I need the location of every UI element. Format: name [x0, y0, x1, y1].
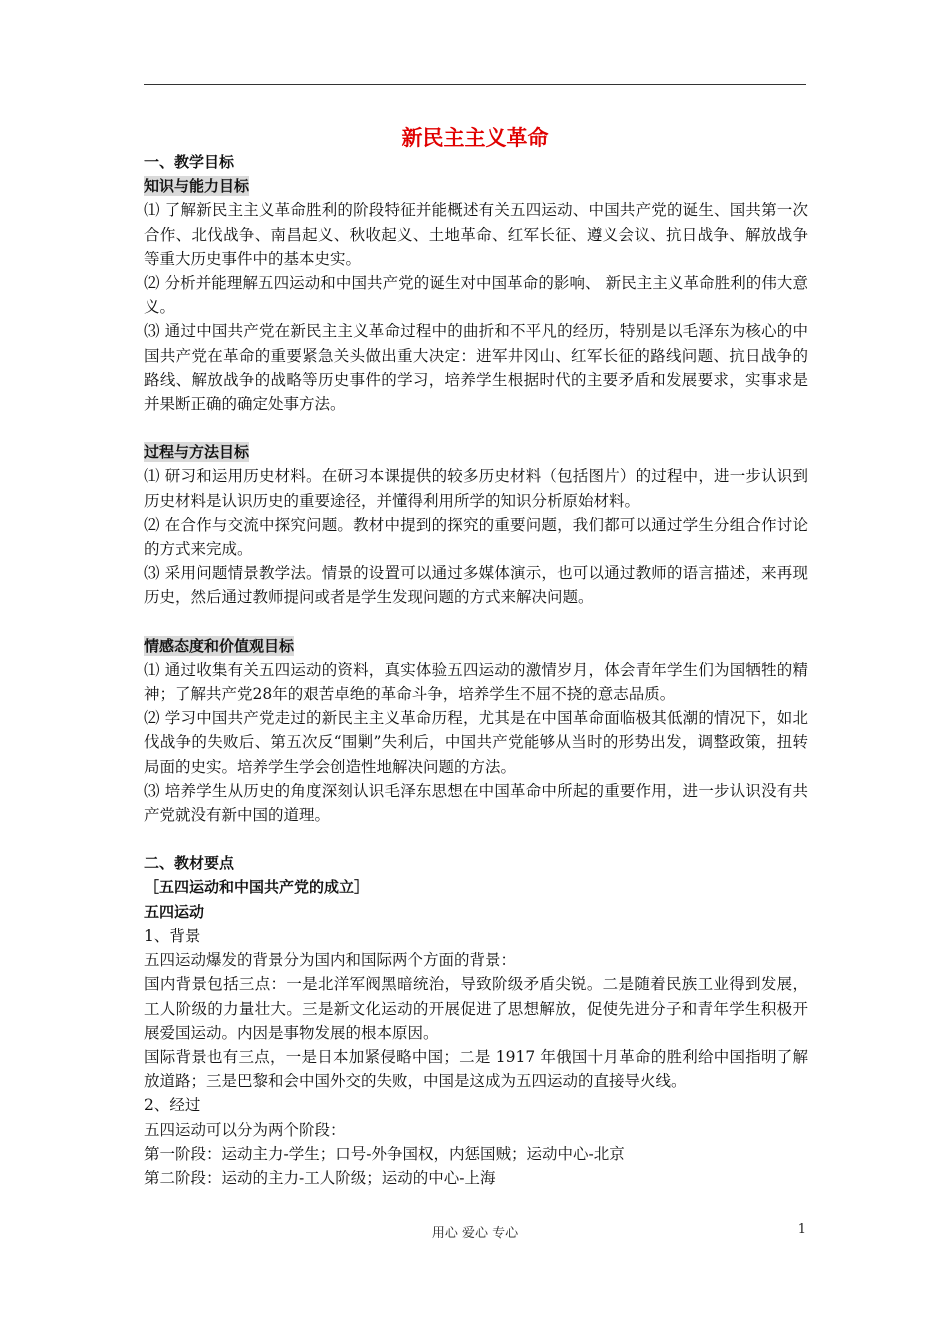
- document-body: [144, 150, 808, 1190]
- paragraph: ⑶ 通过中国共产党在新民主主义革命过程中的曲折和不平凡的经历，特别是以毛泽东为核心的中国共产党在革命的重要紧急关头做出重大决定：进军井冈山、红军长征的路线问题、抗日战争的路线、解放战争的战略等历史事件的学习，培养学生根据时代的主要矛盾和发展要求，实事求是并果断正确的确定处事方法。: [144, 322, 808, 414]
- section-heading-key-points: 二、教材要点: [144, 854, 235, 873]
- paragraph: 国内背景包括三点：一是北洋军阀黑暗统治，导致阶级矛盾尖锐。二是随着民族工业得到发展，工人阶级的力量壮大。三是新文化运动的开展促进了思想解放，促使先进分子和青年学生积极开展爱国运动。内因是事物发展的根本原因。: [144, 975, 808, 1042]
- paragraph: ⑵ 学习中国共产党走过的新民主主义革命历程，尤其是在中国革命面临极其低潮的情况下，如北伐战争的失败后、第五次反“围剿”失利后，中国共产党能够从当时的形势出发，调整政策，扭转局面的史实。培养学生学会创造性地解决问题的方法。: [144, 709, 808, 776]
- paragraph: 国际背景也有三点，一是日本加紧侵略中国；二是 1917 年俄国十月革命的胜利给中国指明了解放道路；三是巴黎和会中国外交的失败，中国是这成为五四运动的直接导火线。: [144, 1047, 808, 1091]
- list-label-course: 2、经过: [144, 1096, 201, 1115]
- paragraph: ⑴ 通过收集有关五四运动的资料，真实体验五四运动的激情岁月，体会青年学生们为国牺牲的精神；了解共产党28年的艰苦卓绝的革命斗争，培养学生不屈不挠的意志品质。: [144, 660, 808, 704]
- subheading-emotion: 情感态度和价值观目标: [144, 636, 295, 655]
- page-number: 1: [797, 1222, 806, 1237]
- paragraph: ⑵ 分析并能理解五四运动和中国共产党的诞生对中国革命的影响、 新民主主义革命胜利的伟大意义。: [144, 274, 808, 317]
- document-title: 新民主主义革命: [401, 126, 549, 150]
- header-rule: [144, 84, 806, 85]
- paragraph: 五四运动可以分为两个阶段：: [144, 1120, 346, 1139]
- subheading-process: 过程与方法目标: [144, 443, 250, 462]
- paragraph: ⑴ 了解新民主主义革命胜利的阶段特征并能概述有关五四运动、中国共产党的诞生、国共第一次合作、北伐战争、南昌起义、秋收起义、土地革命、红军长征、遵义会议、抗日战争、解放战争等重大历史事件中的基本史实。: [144, 201, 808, 268]
- section-heading-teaching-goals: 一、教学目标: [144, 153, 235, 171]
- list-label-background: 1、背景: [144, 926, 201, 945]
- paragraph: ⑶ 培养学生从历史的角度深刻认识毛泽东思想在中国革命中所起的重要作用，进一步认识没有共产党就没有新中国的道理。: [144, 781, 808, 825]
- paragraph: ⑴ 研习和运用历史材料。在研习本课提供的较多历史材料（包括图片）的过程中，进一步认识到历史材料是认识历史的重要途径，并懂得利用所学的知识分析原始材料。: [144, 467, 808, 510]
- paragraph: 第一阶段：运动主力-学生；口号-外争国权，内惩国贼；运动中心-北京: [144, 1144, 625, 1163]
- subheading-knowledge: 知识与能力目标: [144, 177, 250, 196]
- footer-text: 用心 爱心 专心: [431, 1226, 519, 1241]
- paragraph: ⑵ 在合作与交流中探究问题。教材中提到的探究的重要问题，我们都可以通过学生分组合作讨论的方式来完成。: [144, 515, 808, 559]
- paragraph: ⑶ 采用问题情景教学法。情景的设置可以通过多媒体演示，也可以通过教师的语言描述，来再现历史，然后通过教师提问或者是学生发现问题的方式来解决问题。: [144, 564, 808, 607]
- paragraph: 五四运动爆发的背景分为国内和国际两个方面的背景：: [144, 951, 517, 970]
- bracket-heading: ［五四运动和中国共产党的成立］: [144, 878, 370, 897]
- paragraph: 第二阶段：运动的主力-工人阶级；运动的中心-上海: [144, 1168, 496, 1187]
- sub-heading-may-fourth: 五四运动: [144, 902, 205, 921]
